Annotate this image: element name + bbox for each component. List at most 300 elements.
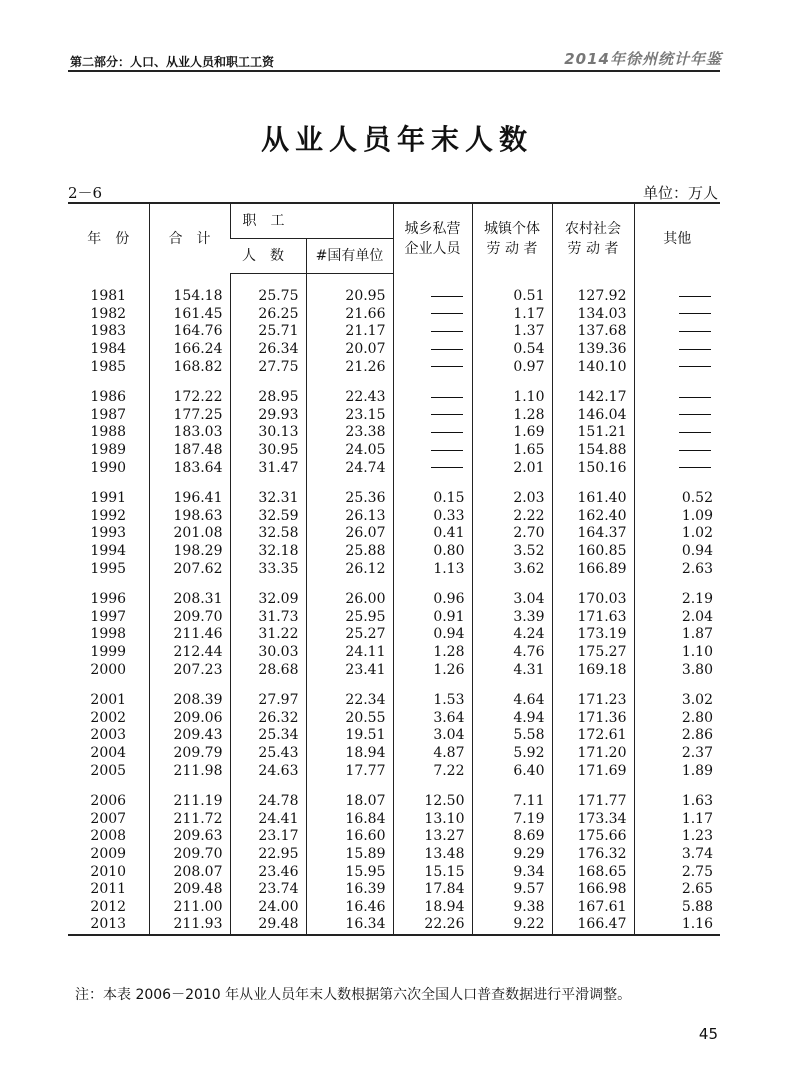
cell-staff: 24.41 xyxy=(230,810,306,828)
dash-mark xyxy=(431,331,463,332)
cell-state: 16.84 xyxy=(306,810,393,828)
cell-staff: 31.73 xyxy=(230,609,306,627)
cell-staff: 24.00 xyxy=(230,898,306,916)
cell-staff: 25.34 xyxy=(230,727,306,745)
cell-private xyxy=(393,407,472,425)
spacer-cell xyxy=(393,376,472,389)
spacer-cell xyxy=(634,376,720,389)
cell-year: 1984 xyxy=(90,341,127,358)
footnote: 注：本表 2006－2010 年从业人员年末人数根据第六次全国人口普查数据进行平滑调整。 xyxy=(75,987,632,1003)
table-row xyxy=(68,793,720,811)
table-row xyxy=(68,762,720,780)
cell-staff: 25.75 xyxy=(230,288,306,306)
cell-total: 161.45 xyxy=(149,306,230,324)
dash-mark xyxy=(679,296,711,297)
table-body xyxy=(68,274,720,935)
col-header-staff-bottom: 人 数 xyxy=(230,239,306,274)
cell-staff: 26.25 xyxy=(230,306,306,324)
cell-other: 1.10 xyxy=(634,644,720,662)
spacer-cell xyxy=(393,780,472,793)
cell-individual: 0.51 xyxy=(472,288,552,306)
cell-individual: 1.37 xyxy=(472,323,552,341)
cell-private xyxy=(393,341,472,359)
cell-total: 172.22 xyxy=(149,389,230,407)
cell-individual: 2.01 xyxy=(472,459,552,477)
spacer-cell xyxy=(472,477,552,490)
cell-year: 2013 xyxy=(68,916,149,935)
cell-total: 177.25 xyxy=(149,407,230,425)
cell-private: 0.80 xyxy=(393,543,472,561)
table-row xyxy=(68,591,720,609)
cell-total: 211.00 xyxy=(149,898,230,916)
cell-state: 21.26 xyxy=(306,358,393,376)
group-spacer xyxy=(68,477,720,490)
cell-other xyxy=(634,358,720,376)
spacer-cell xyxy=(472,376,552,389)
cell-year: 2004 xyxy=(90,744,127,761)
table-row xyxy=(68,424,720,442)
cell-total: 211.98 xyxy=(149,762,230,780)
cell-other: 1.87 xyxy=(634,626,720,644)
table-row xyxy=(68,745,720,763)
spacer-cell xyxy=(634,578,720,591)
cell-staff: 31.22 xyxy=(230,626,306,644)
table-row xyxy=(68,407,720,425)
col-header-private-line1: 城乡私营 xyxy=(404,220,461,237)
cell-individual: 2.70 xyxy=(472,525,552,543)
cell-rural: 173.19 xyxy=(552,626,634,644)
cell-state: 23.38 xyxy=(306,424,393,442)
cell-year: 2010 xyxy=(90,863,127,880)
cell-individual: 4.24 xyxy=(472,626,552,644)
spacer-cell xyxy=(306,780,393,793)
cell-private: 0.33 xyxy=(393,508,472,526)
dash-mark xyxy=(679,331,711,332)
unit-label: 单位：万人 xyxy=(642,184,718,202)
cell-rural: 171.77 xyxy=(552,793,634,811)
cell-other: 2.63 xyxy=(634,560,720,578)
cell-state: 18.94 xyxy=(306,745,393,763)
cell-staff: 33.35 xyxy=(230,560,306,578)
cell-state: 20.07 xyxy=(306,341,393,359)
cell-state: 24.05 xyxy=(306,442,393,460)
spacer-cell xyxy=(634,679,720,692)
cell-total: 187.48 xyxy=(149,442,230,460)
cell-other xyxy=(634,306,720,324)
cell-year: 1983 xyxy=(90,323,127,340)
cell-staff: 24.63 xyxy=(230,762,306,780)
table-row xyxy=(68,863,720,881)
spacer-cell xyxy=(393,679,472,692)
cell-private: 3.64 xyxy=(393,709,472,727)
table-row xyxy=(68,442,720,460)
cell-other xyxy=(634,424,720,442)
cell-staff: 32.18 xyxy=(230,543,306,561)
cell-other: 2.80 xyxy=(634,709,720,727)
cell-state: 24.74 xyxy=(306,459,393,477)
dash-mark xyxy=(679,467,711,468)
cell-state: 21.66 xyxy=(306,306,393,324)
table-row xyxy=(68,490,720,508)
cell-private xyxy=(393,288,472,306)
col-header-rural-line1: 农村社会 xyxy=(565,220,621,237)
table-row xyxy=(68,459,720,477)
cell-year: 2006 xyxy=(90,793,127,810)
page-title: 从业人员年末人数 xyxy=(260,123,533,156)
spacer-cell xyxy=(552,679,634,692)
cell-individual: 2.22 xyxy=(472,508,552,526)
cell-total: 211.19 xyxy=(149,793,230,811)
spacer-cell xyxy=(68,274,149,289)
cell-other xyxy=(634,288,720,306)
cell-private: 1.53 xyxy=(393,692,472,710)
cell-state: 16.46 xyxy=(306,898,393,916)
cell-individual: 0.97 xyxy=(472,358,552,376)
table-row xyxy=(68,846,720,864)
cell-private: 13.27 xyxy=(393,828,472,846)
dash-mark xyxy=(431,432,463,433)
cell-rural: 160.85 xyxy=(552,543,634,561)
cell-individual: 4.94 xyxy=(472,709,552,727)
cell-rural: 162.40 xyxy=(552,508,634,526)
cell-state: 25.95 xyxy=(306,609,393,627)
cell-year: 1994 xyxy=(90,543,127,560)
cell-individual: 9.57 xyxy=(472,881,552,899)
dash-mark xyxy=(431,467,463,468)
cell-year: 1999 xyxy=(90,643,127,660)
cell-other xyxy=(634,341,720,359)
spacer-cell xyxy=(68,477,149,490)
cell-year: 2000 xyxy=(90,661,127,678)
cell-individual: 1.10 xyxy=(472,389,552,407)
cell-total: 208.39 xyxy=(149,692,230,710)
table-row xyxy=(68,661,720,679)
cell-rural: 168.65 xyxy=(552,863,634,881)
col-header-total: 合 计 xyxy=(149,203,230,274)
dash-mark xyxy=(431,349,463,350)
cell-state: 22.43 xyxy=(306,389,393,407)
cell-staff: 25.71 xyxy=(230,323,306,341)
cell-total: 207.23 xyxy=(149,661,230,679)
cell-rural: 166.47 xyxy=(552,916,634,935)
dash-mark xyxy=(431,296,463,297)
cell-rural: 171.36 xyxy=(552,709,634,727)
dash-mark xyxy=(431,313,463,314)
cell-year: 1982 xyxy=(90,305,127,322)
cell-state: 26.13 xyxy=(306,508,393,526)
cell-private: 12.50 xyxy=(393,793,472,811)
cell-other: 1.16 xyxy=(634,916,720,935)
spacer-cell xyxy=(552,780,634,793)
cell-total: 183.03 xyxy=(149,424,230,442)
dash-mark xyxy=(679,450,711,451)
cell-other: 1.17 xyxy=(634,810,720,828)
spacer-cell xyxy=(230,578,306,591)
table-row xyxy=(68,626,720,644)
cell-total: 183.64 xyxy=(149,459,230,477)
spacer-cell xyxy=(472,274,552,289)
cell-staff: 27.97 xyxy=(230,692,306,710)
cell-total: 198.63 xyxy=(149,508,230,526)
table-row xyxy=(68,727,720,745)
cell-private xyxy=(393,389,472,407)
spacer-cell xyxy=(393,477,472,490)
cell-private: 1.26 xyxy=(393,661,472,679)
table-row xyxy=(68,810,720,828)
cell-staff: 28.68 xyxy=(230,661,306,679)
cell-state: 18.07 xyxy=(306,793,393,811)
cell-staff: 22.95 xyxy=(230,846,306,864)
col-header-year: 年 份 xyxy=(68,203,149,274)
cell-state: 23.41 xyxy=(306,661,393,679)
cell-rural: 166.89 xyxy=(552,560,634,578)
spacer-cell xyxy=(230,477,306,490)
spacer-cell xyxy=(306,274,393,289)
dash-mark xyxy=(679,414,711,415)
cell-other xyxy=(634,389,720,407)
cell-total: 209.43 xyxy=(149,727,230,745)
cell-year: 1986 xyxy=(90,389,127,406)
cell-other xyxy=(634,459,720,477)
spacer-cell xyxy=(149,477,230,490)
cell-year: 1989 xyxy=(90,442,127,459)
cell-rural: 171.63 xyxy=(552,609,634,627)
cell-state: 26.00 xyxy=(306,591,393,609)
cell-rural: 169.18 xyxy=(552,661,634,679)
cell-rural: 127.92 xyxy=(552,288,634,306)
cell-state: 26.12 xyxy=(306,560,393,578)
cell-other: 1.63 xyxy=(634,793,720,811)
cell-private: 22.26 xyxy=(393,916,472,935)
cell-staff: 31.47 xyxy=(230,459,306,477)
cell-total: 209.79 xyxy=(149,745,230,763)
cell-staff: 27.75 xyxy=(230,358,306,376)
cell-other: 3.74 xyxy=(634,846,720,864)
cell-rural: 166.98 xyxy=(552,881,634,899)
table-row xyxy=(68,709,720,727)
cell-total: 201.08 xyxy=(149,525,230,543)
cell-rural: 151.21 xyxy=(552,424,634,442)
cell-staff: 24.78 xyxy=(230,793,306,811)
cell-rural: 175.27 xyxy=(552,644,634,662)
cell-private: 18.94 xyxy=(393,898,472,916)
table-row xyxy=(68,508,720,526)
cell-individual: 9.38 xyxy=(472,898,552,916)
cell-rural: 146.04 xyxy=(552,407,634,425)
cell-rural: 171.23 xyxy=(552,692,634,710)
cell-rural: 167.61 xyxy=(552,898,634,916)
cell-staff: 32.59 xyxy=(230,508,306,526)
table-row xyxy=(68,341,720,359)
cell-year: 2012 xyxy=(90,898,127,915)
cell-state: 21.17 xyxy=(306,323,393,341)
cell-year: 2011 xyxy=(90,881,127,898)
cell-rural: 176.32 xyxy=(552,846,634,864)
col-header-rural xyxy=(552,203,634,274)
table-row xyxy=(68,898,720,916)
cell-rural: 142.17 xyxy=(552,389,634,407)
cell-rural: 170.03 xyxy=(552,591,634,609)
cell-rural: 175.66 xyxy=(552,828,634,846)
cell-individual: 9.34 xyxy=(472,863,552,881)
table-row xyxy=(68,358,720,376)
cell-private: 13.48 xyxy=(393,846,472,864)
cell-year: 1998 xyxy=(90,626,127,643)
spacer-cell xyxy=(393,274,472,289)
cell-other: 2.37 xyxy=(634,745,720,763)
cell-staff: 23.17 xyxy=(230,828,306,846)
cell-other xyxy=(634,323,720,341)
dash-mark xyxy=(431,397,463,398)
cell-other: 2.86 xyxy=(634,727,720,745)
cell-private: 3.04 xyxy=(393,727,472,745)
table-row xyxy=(68,881,720,899)
spacer-cell xyxy=(149,376,230,389)
cell-total: 211.46 xyxy=(149,626,230,644)
cell-year: 1992 xyxy=(90,507,127,524)
cell-total: 211.72 xyxy=(149,810,230,828)
cell-individual: 2.03 xyxy=(472,490,552,508)
cell-other: 2.19 xyxy=(634,591,720,609)
cell-rural: 150.16 xyxy=(552,459,634,477)
spacer-cell xyxy=(306,578,393,591)
cell-year: 2009 xyxy=(90,845,127,862)
spacer-cell xyxy=(306,679,393,692)
cell-total: 164.76 xyxy=(149,323,230,341)
table-row xyxy=(68,828,720,846)
cell-year: 1991 xyxy=(90,490,127,507)
cell-private xyxy=(393,306,472,324)
cell-state: 25.36 xyxy=(306,490,393,508)
cell-rural: 172.61 xyxy=(552,727,634,745)
cell-year: 1995 xyxy=(90,560,127,577)
table-row xyxy=(68,389,720,407)
dash-mark xyxy=(679,397,711,398)
section-header: 第二部分：人口、从业人员和职工工资 xyxy=(70,55,275,69)
table-row xyxy=(68,644,720,662)
cell-state: 16.39 xyxy=(306,881,393,899)
cell-staff: 30.95 xyxy=(230,442,306,460)
dash-mark xyxy=(431,450,463,451)
cell-individual: 3.39 xyxy=(472,609,552,627)
col-header-individual xyxy=(472,203,552,274)
cell-individual: 9.22 xyxy=(472,916,552,935)
cell-private: 0.94 xyxy=(393,626,472,644)
cell-private: 0.41 xyxy=(393,525,472,543)
table-row xyxy=(68,288,720,306)
cell-year: 2001 xyxy=(90,692,127,709)
cell-year: 1987 xyxy=(90,406,127,423)
group-spacer xyxy=(68,578,720,591)
cell-individual: 3.62 xyxy=(472,560,552,578)
spacer-cell xyxy=(68,679,149,692)
cell-rural: 173.34 xyxy=(552,810,634,828)
group-spacer xyxy=(68,780,720,793)
spacer-cell xyxy=(552,477,634,490)
cell-year: 2003 xyxy=(90,727,127,744)
cell-total: 208.07 xyxy=(149,863,230,881)
group-spacer xyxy=(68,376,720,389)
cell-year: 1990 xyxy=(90,459,127,476)
cell-rural: 161.40 xyxy=(552,490,634,508)
cell-other: 3.80 xyxy=(634,661,720,679)
cell-individual: 3.52 xyxy=(472,543,552,561)
dash-mark xyxy=(431,366,463,367)
cell-other: 1.02 xyxy=(634,525,720,543)
spacer-cell xyxy=(149,780,230,793)
cell-total: 209.70 xyxy=(149,846,230,864)
employment-table xyxy=(68,202,720,936)
spacer-cell xyxy=(634,780,720,793)
dash-mark xyxy=(679,313,711,314)
cell-total: 207.62 xyxy=(149,560,230,578)
cell-state: 16.60 xyxy=(306,828,393,846)
cell-staff: 23.46 xyxy=(230,863,306,881)
dash-mark xyxy=(431,414,463,415)
cell-staff: 32.58 xyxy=(230,525,306,543)
cell-state: 25.27 xyxy=(306,626,393,644)
cell-state: 17.77 xyxy=(306,762,393,780)
spacer-cell xyxy=(230,780,306,793)
cell-rural: 139.36 xyxy=(552,341,634,359)
spacer-cell xyxy=(149,578,230,591)
cell-total: 209.48 xyxy=(149,881,230,899)
cell-staff: 25.43 xyxy=(230,745,306,763)
spacer-cell xyxy=(149,679,230,692)
cell-staff: 28.95 xyxy=(230,389,306,407)
cell-total: 168.82 xyxy=(149,358,230,376)
table-row xyxy=(68,560,720,578)
table-row xyxy=(68,916,720,935)
cell-total: 209.70 xyxy=(149,609,230,627)
cell-year: 1996 xyxy=(90,591,127,608)
cell-individual: 3.04 xyxy=(472,591,552,609)
cell-private: 0.96 xyxy=(393,591,472,609)
cell-state: 20.95 xyxy=(306,288,393,306)
cell-other: 2.04 xyxy=(634,609,720,627)
cell-other: 2.75 xyxy=(634,863,720,881)
cell-individual: 7.19 xyxy=(472,810,552,828)
cell-year: 2007 xyxy=(90,810,127,827)
cell-individual: 0.54 xyxy=(472,341,552,359)
spacer-cell xyxy=(68,578,149,591)
cell-individual: 4.64 xyxy=(472,692,552,710)
cell-year: 1997 xyxy=(90,608,127,625)
group-spacer xyxy=(68,679,720,692)
group-spacer xyxy=(68,274,720,289)
cell-state: 24.11 xyxy=(306,644,393,662)
col-header-other: 其他 xyxy=(634,203,720,274)
cell-year: 2005 xyxy=(90,762,127,779)
cell-total: 154.18 xyxy=(149,288,230,306)
spacer-cell xyxy=(306,376,393,389)
cell-private: 4.87 xyxy=(393,745,472,763)
cell-private xyxy=(393,424,472,442)
cell-private: 0.91 xyxy=(393,609,472,627)
cell-individual: 1.17 xyxy=(472,306,552,324)
cell-total: 212.44 xyxy=(149,644,230,662)
cell-state: 20.55 xyxy=(306,709,393,727)
cell-private: 15.15 xyxy=(393,863,472,881)
cell-other xyxy=(634,407,720,425)
spacer-cell xyxy=(552,376,634,389)
cell-staff: 32.31 xyxy=(230,490,306,508)
cell-staff: 23.74 xyxy=(230,881,306,899)
spacer-cell xyxy=(472,578,552,591)
cell-private: 1.13 xyxy=(393,560,472,578)
cell-staff: 29.48 xyxy=(230,916,306,935)
cell-total: 209.06 xyxy=(149,709,230,727)
